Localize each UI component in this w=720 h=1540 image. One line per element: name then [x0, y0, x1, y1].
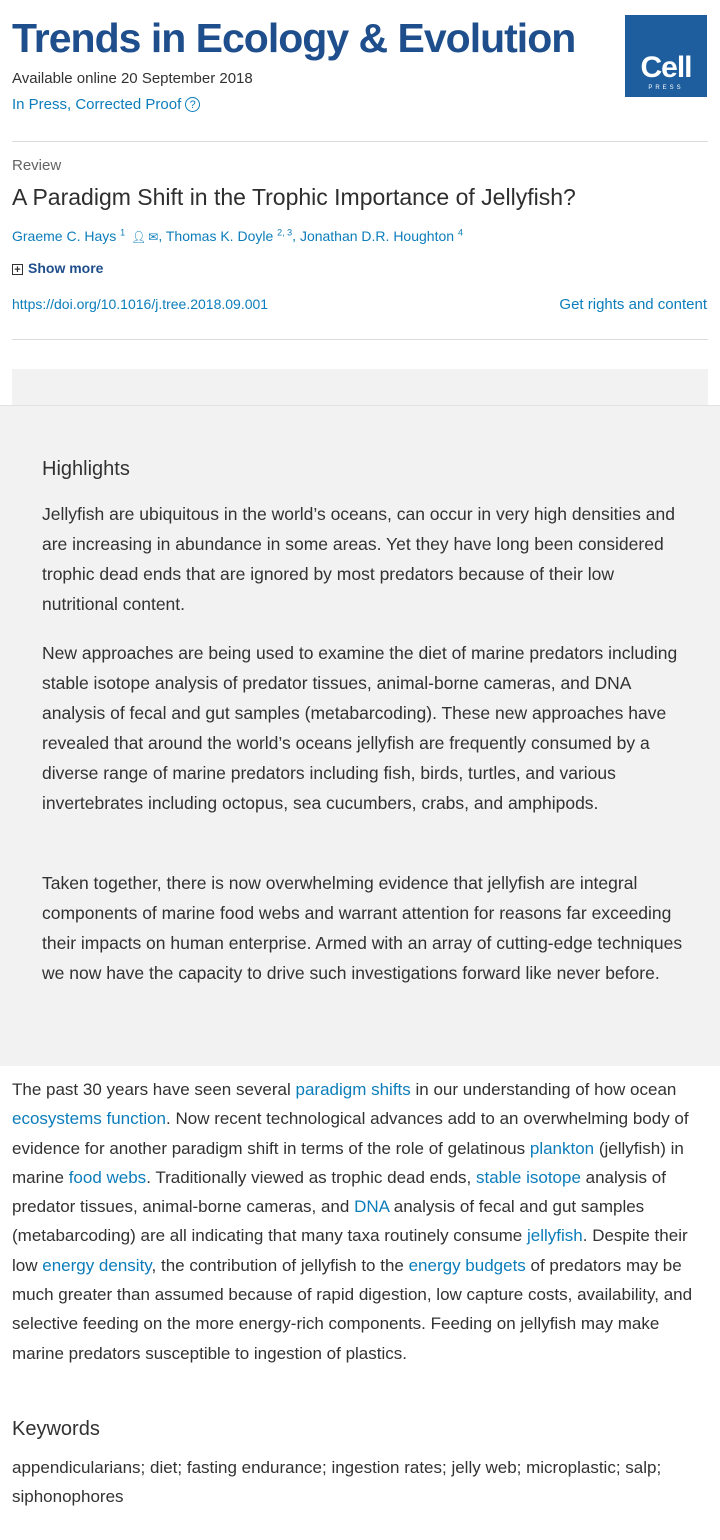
abstract-text: , the contribution of jellyfish to the	[151, 1255, 409, 1275]
available-online-date: Available online 20 September 2018	[12, 70, 253, 87]
abstract-text: . Traditionally viewed as trophic dead ends,	[146, 1167, 476, 1187]
topic-link[interactable]: ecosystems function	[12, 1109, 167, 1129]
abstract-text: of predators may be much greater than assumed because of rapid digestion, low capture costs, availability, and selective feeding on the more energy-rich components. Feeding on jellyfish may make marine predators susceptible to ingestion of plastics.	[12, 1255, 693, 1363]
author-affiliation: 2, 3	[277, 227, 293, 237]
doi-link[interactable]: https://doi.org/10.1016/j.tree.2018.09.001	[12, 296, 269, 312]
topic-link[interactable]: energy budgets	[408, 1255, 526, 1275]
person-icon[interactable]: 👤︎	[131, 229, 147, 244]
abstract-text: . Despite their low	[12, 1226, 688, 1275]
highlight-paragraph: Taken together, there is now overwhelming evidence that jellyfish are integral components of marine food webs and warrant attention for reasons far exceeding their impacts on human enterprise. Armed with an array of cutting-edge techniques we now have the capacity to drive such investigations forward like never before.	[42, 873, 683, 983]
abstract-text: in our understanding of how ocean	[410, 1080, 677, 1099]
abstract-paragraph	[12, 1075, 712, 1368]
author-affiliation: 4	[457, 227, 463, 237]
highlight-paragraph: New approaches are being used to examine the diet of marine predators including stable isotope analysis of predator tissues, animal-borne cameras, and DNA analysis of fecal and gut samples (metabarcoding). These new approaches have revealed that around the world’s oceans jellyfish are frequently consumed by a diverse range of marine predators including fish, birds, turtles, and various invertebrates including octopus, sea cucumbers, crabs, and amphipods.	[42, 643, 678, 813]
keywords-list: appendicularians; diet; fasting endurance; ingestion rates; jelly web; microplastic; salp; siphonophores	[12, 1458, 662, 1506]
topic-link[interactable]: food webs	[68, 1167, 147, 1187]
divider	[12, 339, 708, 340]
keywords-heading: Keywords	[12, 1418, 100, 1440]
abstract-text: The past 30 years have seen several	[12, 1080, 296, 1099]
author-name: Graeme C. Hays	[12, 227, 117, 244]
topic-link[interactable]: plankton	[529, 1138, 595, 1158]
press-status[interactable]	[12, 96, 200, 113]
topic-link[interactable]: stable isotope	[476, 1167, 581, 1187]
cell-press-logo[interactable]	[625, 15, 707, 97]
get-rights-link[interactable]: Get rights and content	[559, 296, 707, 313]
press-status-label[interactable]: In Press, Corrected Proof	[12, 96, 182, 113]
show-more-button[interactable]	[12, 260, 103, 276]
article-title: A Paradigm Shift in the Trophic Importance of Jellyfish?	[12, 184, 576, 210]
author-separator: ,	[292, 227, 300, 244]
article-type: Review	[12, 157, 62, 174]
divider	[12, 141, 708, 142]
help-icon[interactable]: ?	[185, 97, 200, 112]
journal-title[interactable]: Trends in Ecology & Evolution	[12, 15, 576, 61]
highlights-heading: Highlights	[42, 458, 130, 480]
author-name: Jonathan D.R. Houghton	[299, 227, 455, 244]
author-name: Thomas K. Doyle	[165, 227, 274, 244]
abstract-text: . Now recent technological advances add to an overwhelming body of evidence for another paradigm shift in terms of the role of gelatinous	[12, 1109, 689, 1158]
show-more-label: Show more	[28, 260, 104, 276]
author-separator: ,	[158, 227, 166, 244]
topic-link[interactable]: paradigm shifts	[295, 1080, 411, 1099]
topic-link[interactable]: DNA	[354, 1197, 390, 1217]
author-list	[12, 227, 463, 244]
author-link[interactable]	[166, 228, 292, 244]
abstract-text: analysis of predator tissues, animal-borne cameras, and	[12, 1167, 666, 1217]
banner-placeholder	[12, 369, 708, 405]
topic-link[interactable]: energy density	[42, 1255, 152, 1275]
highlight-paragraph: Jellyfish are ubiquitous in the world’s oceans, can occur in very high densities and are increasing in abundance in some areas. Yet they have long been considered trophic dead ends that are ignored by most predators because of their low nutritional content.	[42, 504, 675, 614]
abstract-text: (jellyfish) in marine	[12, 1138, 684, 1187]
author-link[interactable]	[12, 228, 125, 244]
author-affiliation: 1	[120, 227, 126, 237]
plus-box-icon: +	[12, 264, 23, 275]
abstract-text: analysis of fecal and gut samples (metabarcoding) are all indicating that many taxa routinely consume	[12, 1197, 645, 1246]
logo-sub: PRESS	[648, 85, 684, 91]
journal-header	[0, 0, 720, 130]
logo-word: Cell	[640, 51, 692, 84]
author-link[interactable]	[300, 228, 463, 244]
topic-link[interactable]: jellyfish	[527, 1226, 583, 1246]
envelope-icon[interactable]: ✉︎	[148, 229, 159, 244]
highlights-panel	[0, 405, 720, 1066]
